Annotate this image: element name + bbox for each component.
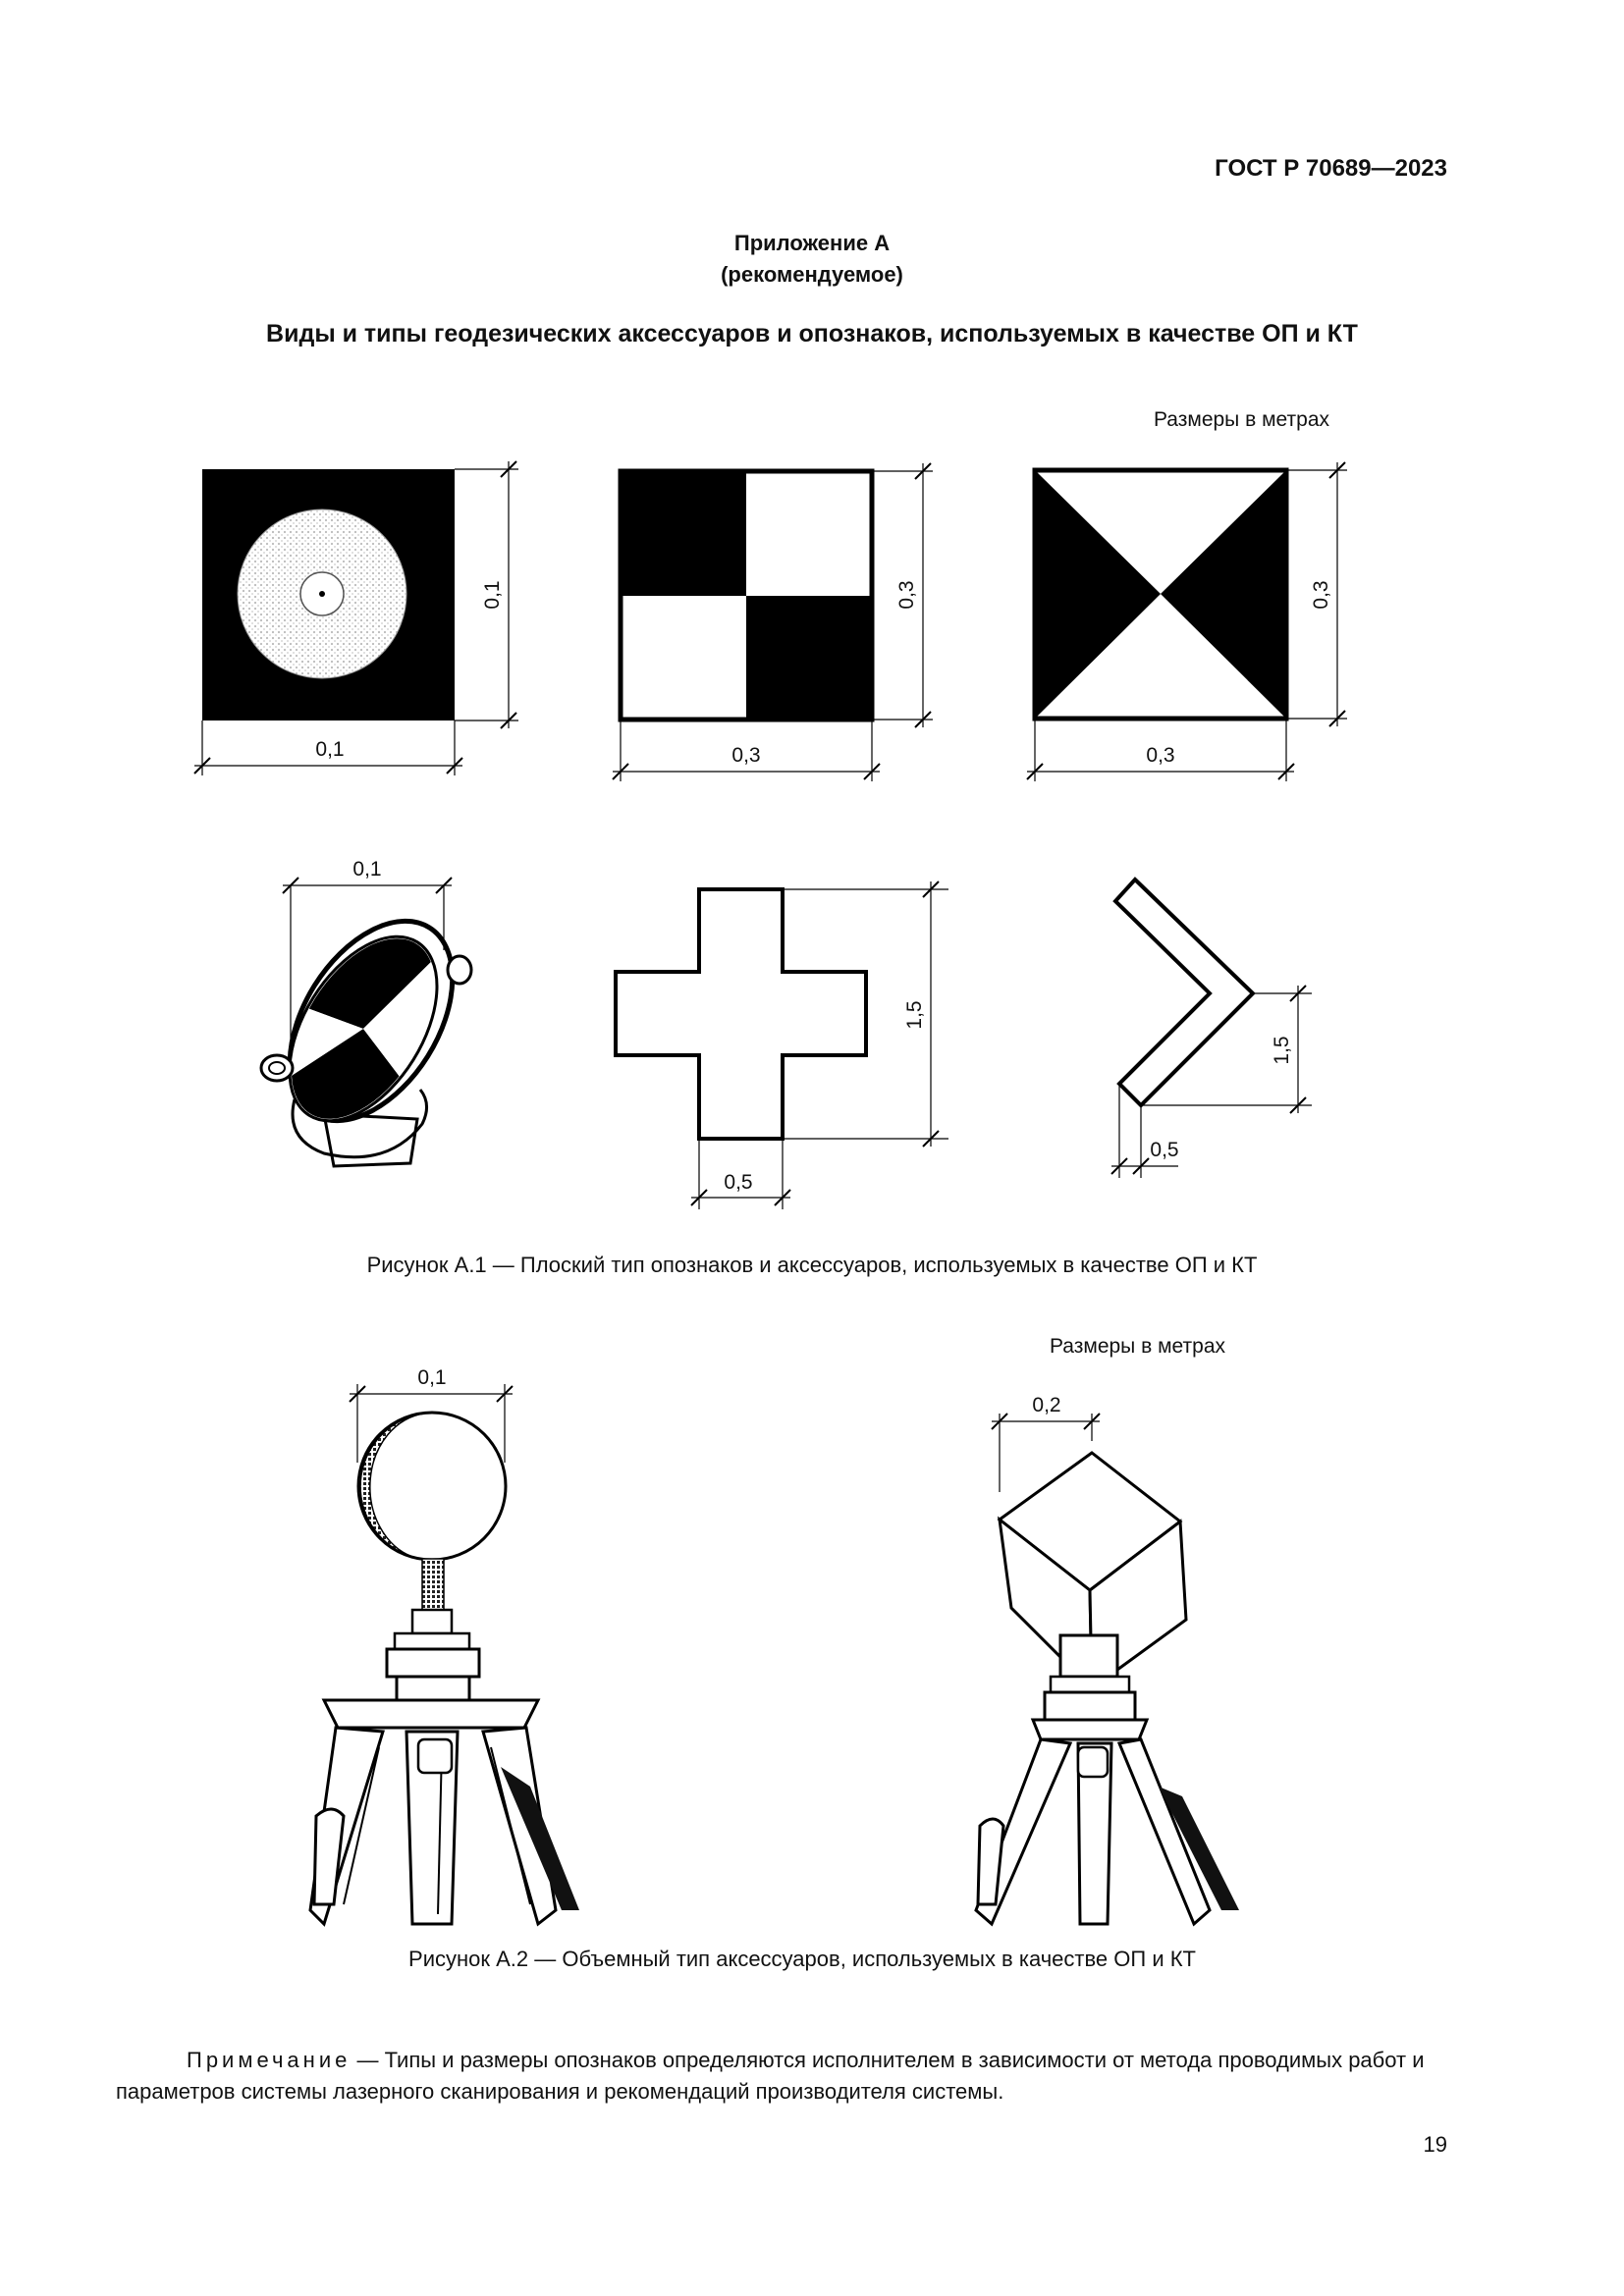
appendix-status: (рекомендуемое): [721, 262, 903, 287]
units-note: Размеры в метрах: [1050, 1335, 1225, 1358]
dim-label: 0,3: [1310, 580, 1332, 610]
figure-a2: [0, 1355, 1624, 1944]
note-text: — Типы и размеры опознаков определяются исполнителем в зависимости от метода проводимых работ и параметров системы лазерного сканирования и рекомендаций производителя системы.: [116, 2048, 1425, 2104]
dim-label: 0,3: [731, 744, 761, 767]
circle-target: [194, 461, 518, 775]
sphere-target-tripod: [310, 1366, 579, 1924]
page-number: 19: [1423, 2132, 1447, 2157]
dim-label: 0,3: [1146, 744, 1175, 767]
chevron-target: [1111, 880, 1312, 1178]
hourglass-target: [1027, 462, 1347, 781]
cross-target: [616, 881, 948, 1209]
dim-label: 0,1: [315, 738, 345, 761]
tilt-target: [236, 858, 511, 1178]
dim-label: 0,1: [352, 858, 382, 881]
dim-label: 0,3: [895, 580, 918, 610]
dim-label: 0,5: [1150, 1139, 1179, 1161]
checker-target: [613, 463, 933, 781]
units-note: Размеры в метрах: [1154, 408, 1329, 431]
standard-id: ГОСТ Р 70689—2023: [1215, 155, 1447, 182]
section-title: Виды и типы геодезических аксессуаров и опознаков, используемых в качестве ОП и КТ: [266, 320, 1358, 347]
dim-label: 1,5: [903, 1000, 926, 1030]
appendix-title: Приложение А: [733, 231, 891, 255]
dim-label: 0,1: [481, 580, 504, 610]
dim-label: 0,5: [724, 1171, 753, 1194]
dim-label: 0,1: [417, 1366, 447, 1389]
cube-target-tripod: [976, 1394, 1239, 1924]
dim-label: 1,5: [1271, 1036, 1293, 1065]
figure-a1-caption: Рисунок А.1 — Плоский тип опознаков и аксессуаров, используемых в качестве ОП и КТ: [366, 1253, 1258, 1277]
note-lead: Примечание: [187, 2048, 352, 2072]
figure-a2-caption: Рисунок А.2 — Объемный тип аксессуаров, используемых в качестве ОП и КТ: [408, 1947, 1196, 1971]
note: [116, 2045, 1447, 2108]
dim-label: 0,2: [1032, 1394, 1061, 1416]
